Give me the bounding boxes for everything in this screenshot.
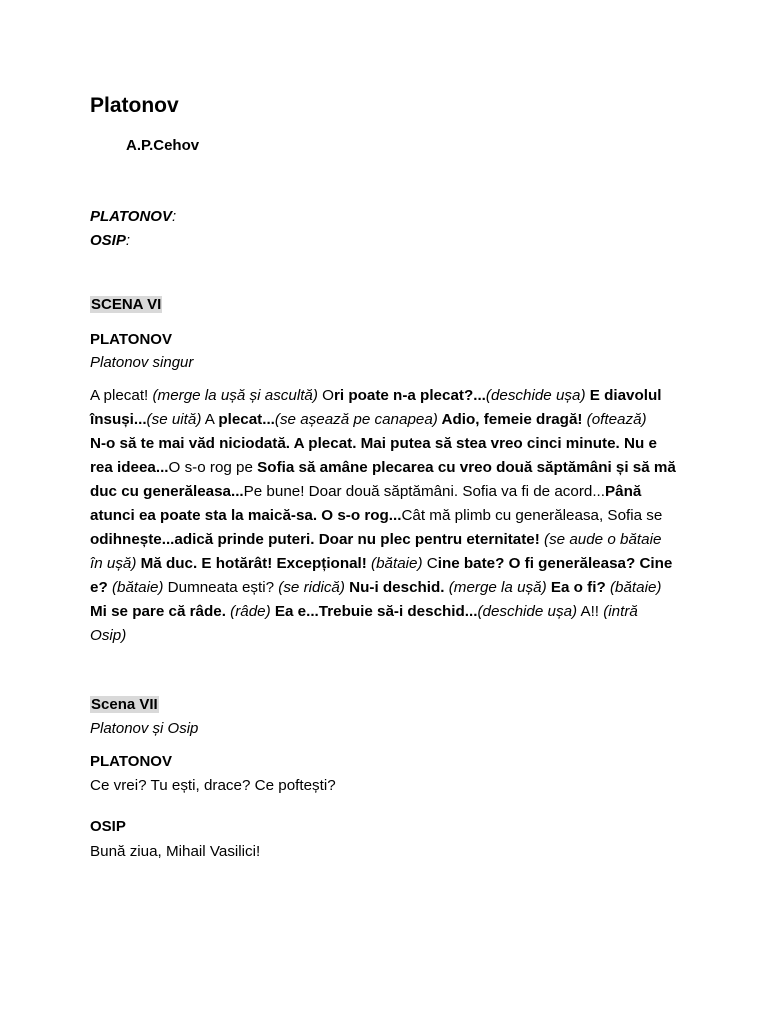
speech-line: e? (bătaie) Dumneata ești? (se ridică) Nu-i deschid. (merge la ușă) Ea o fi? (bătaie) xyxy=(90,579,662,596)
character-list xyxy=(90,205,176,253)
character-item: PLATONOV: xyxy=(90,208,177,225)
play-title: Platonov xyxy=(90,94,179,117)
speech-line: Mi se pare că râde. (râde) Ea e...Trebuie să-i deschid...(deschide ușa) A!! (intră xyxy=(90,603,638,620)
speech-line: duc cu generăleasa...Pe bune! Doar două săptămâni. Sofia va fi de acord...Până xyxy=(90,483,642,500)
scene-6-heading: SCENA VI xyxy=(91,296,162,313)
character-item: OSIP: xyxy=(90,232,131,249)
scene-6-monologue xyxy=(90,384,690,648)
speech-line: A plecat! (merge la ușă și ascultă) Ori poate n-a plecat?...(deschide ușa) E diavolul xyxy=(90,387,662,404)
scene-7-line-platonov: Ce vrei? Tu ești, drace? Ce poftești? xyxy=(90,777,336,794)
author: A.P.Cehov xyxy=(126,137,200,154)
speech-line: odihnește...adică prinde puteri. Doar nu plec pentru eternitate! (se aude o bătaie xyxy=(90,531,662,548)
scene-6-speaker: PLATONOV xyxy=(90,331,172,348)
scene-6-heading-wrap xyxy=(90,296,162,314)
scene-7-line-osip: Bună ziua, Mihail Vasilici! xyxy=(90,843,261,860)
speech-line: însuși...(se uită) A plecat...(se așează pe canapea) Adio, femeie dragă! (oftează) xyxy=(90,411,647,428)
scene-7-heading-wrap xyxy=(90,696,159,714)
speech-line: Osip) xyxy=(90,627,127,644)
scene-7-heading: Scena VII xyxy=(91,696,158,713)
speech-line: în ușă) Mă duc. E hotărât! Excepțional! (bătaie) Cine bate? O fi generăleasa? Cine xyxy=(90,555,673,572)
speech-line: rea ideea...O s-o rog pe Sofia să amâne plecarea cu vreo două săptămâni și să mă xyxy=(90,459,676,476)
speech-line: N-o să te mai văd niciodată. A plecat. Mai putea să stea vreo cinci minute. Nu e xyxy=(90,435,657,452)
scene-7-speaker-platonov: PLATONOV xyxy=(90,753,172,770)
scene-7-stage-direction: Platonov și Osip xyxy=(90,720,199,737)
speech-line: atunci ea poate sta la maică-sa. O s-o rog...Cât mă plimb cu generăleasa, Sofia se xyxy=(90,507,663,524)
scene-6-stage-direction: Platonov singur xyxy=(90,354,194,371)
scene-7-speaker-osip: OSIP xyxy=(90,818,126,835)
